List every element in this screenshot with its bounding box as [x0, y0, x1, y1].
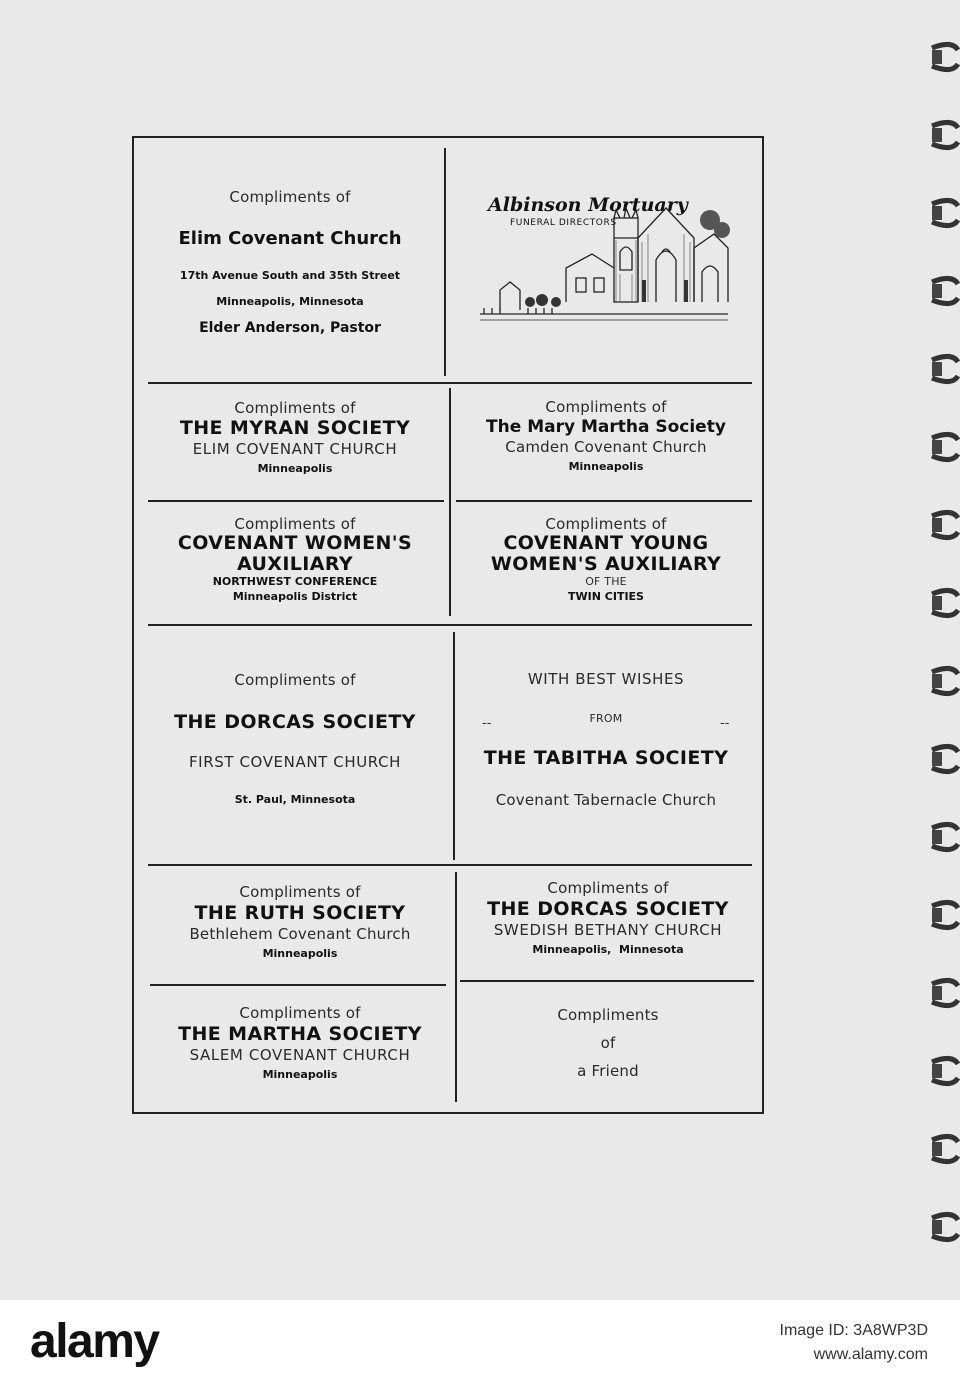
church-name: Covenant Tabernacle Church — [495, 791, 717, 809]
society-name: THE TABITHA SOCIETY — [483, 747, 729, 769]
friend-line: a Friend — [577, 1062, 639, 1080]
mortuary-name: Albinson Mortuary — [488, 194, 688, 216]
city: Minneapolis, Minnesota — [532, 943, 684, 956]
ad-martha-society — [150, 1004, 450, 1081]
image-id: Image ID: 3A8WP3D — [779, 1322, 928, 1339]
spiral-ring-icon — [928, 118, 960, 152]
city: Minneapolis — [262, 947, 338, 960]
city: Minneapolis, Minnesota — [216, 295, 364, 308]
pastor: Elder Anderson, Pastor — [199, 320, 381, 336]
auxiliary-name-line1: COVENANT YOUNG — [503, 532, 709, 554]
dash-left: -- — [482, 716, 492, 731]
spiral-ring-icon — [928, 274, 960, 308]
spiral-ring-icon — [928, 1132, 960, 1166]
city: Minneapolis — [568, 460, 644, 473]
of-the: OF THE — [585, 575, 627, 588]
church-illustration-icon — [466, 190, 732, 330]
church-name: Camden Covenant Church — [505, 438, 707, 456]
divider — [148, 624, 752, 626]
compliments-line: Compliments of — [234, 399, 356, 417]
spiral-ring-icon — [928, 898, 960, 932]
stock-footer — [0, 1300, 960, 1390]
compliments-line: Compliments of — [239, 1004, 361, 1022]
compliments-line: Compliments of — [547, 879, 669, 897]
alamy-logo: alamy — [30, 1315, 159, 1368]
auxiliary-name-line2: WOMEN'S AUXILIARY — [490, 553, 722, 575]
church-name: Bethlehem Covenant Church — [189, 925, 411, 943]
ad-ruth-society — [150, 883, 450, 960]
auxiliary-name-line1: COVENANT WOMEN'S — [177, 532, 413, 554]
compliments-line: Compliments of — [234, 515, 356, 533]
society-name: THE DORCAS SOCIETY — [487, 898, 729, 920]
best-wishes: WITH BEST WISHES — [527, 670, 685, 688]
ad-elim-covenant-church — [150, 188, 430, 336]
twin-cities: TWIN CITIES — [568, 590, 644, 603]
church-name: ELIM COVENANT CHURCH — [192, 440, 398, 458]
compliments-line: Compliments of — [545, 398, 667, 416]
spiral-ring-icon — [928, 976, 960, 1010]
of-line: of — [600, 1034, 616, 1052]
divider — [148, 500, 444, 502]
address: 17th Avenue South and 35th Street — [179, 269, 401, 282]
divider — [460, 980, 754, 982]
ad-dorcas-society-first-covenant — [150, 671, 440, 806]
divider — [455, 872, 457, 1102]
divider — [148, 864, 752, 866]
ad-tabitha-society — [460, 670, 752, 809]
spiral-ring-icon — [928, 664, 960, 698]
church-name: SWEDISH BETHANY CHURCH — [493, 921, 723, 939]
spiral-ring-icon — [928, 40, 960, 74]
city: Minneapolis — [262, 1068, 338, 1081]
society-name: THE MARTHA SOCIETY — [178, 1023, 422, 1045]
society-name: The Mary Martha Society — [486, 417, 726, 437]
church-name: SALEM COVENANT CHURCH — [189, 1046, 411, 1064]
divider — [453, 632, 455, 860]
church-name: FIRST COVENANT CHURCH — [188, 753, 402, 771]
divider — [150, 984, 446, 986]
spiral-ring-icon — [928, 820, 960, 854]
ad-dorcas-society-swedish-bethany — [460, 879, 756, 956]
spiral-ring-icon — [928, 196, 960, 230]
city: St. Paul, Minnesota — [234, 793, 356, 806]
ad-covenant-womens-auxiliary — [150, 515, 440, 603]
society-name: THE RUTH SOCIETY — [194, 902, 406, 924]
spiral-ring-icon — [928, 1210, 960, 1244]
city: Minneapolis — [257, 462, 333, 475]
ad-covenant-young-womens-auxiliary — [460, 515, 752, 603]
divider — [148, 382, 752, 384]
spiral-ring-icon — [928, 430, 960, 464]
spiral-ring-icon — [928, 352, 960, 386]
compliments-line: Compliments — [557, 1006, 659, 1024]
divider — [449, 388, 451, 616]
spiral-ring-icon — [928, 1054, 960, 1088]
auxiliary-name-line2: AUXILIARY — [236, 553, 354, 575]
spiral-ring-icon — [928, 742, 960, 776]
dash-right: -- — [720, 716, 730, 731]
ad-compliments-of-a-friend — [460, 1006, 756, 1080]
spiral-ring-icon — [928, 586, 960, 620]
society-name: THE MYRAN SOCIETY — [179, 417, 411, 439]
spiral-ring-icon — [928, 508, 960, 542]
divider — [456, 500, 752, 502]
society-name: THE DORCAS SOCIETY — [174, 711, 416, 733]
divider — [444, 148, 446, 376]
compliments-line: Compliments of — [234, 671, 356, 689]
ad-myran-society — [150, 399, 440, 475]
compliments-line: Compliments of — [545, 515, 667, 533]
district: Minneapolis District — [232, 590, 358, 603]
site-url: www.alamy.com — [813, 1346, 928, 1363]
church-name: Elim Covenant Church — [178, 228, 402, 249]
ad-mary-martha-society — [460, 398, 752, 473]
ad-albinson-mortuary — [466, 190, 732, 330]
from: FROM — [589, 712, 623, 725]
compliments-line: Compliments of — [229, 188, 351, 206]
compliments-line: Compliments of — [239, 883, 361, 901]
conference: NORTHWEST CONFERENCE — [212, 575, 378, 588]
mortuary-subtitle: FUNERAL DIRECTORS — [510, 218, 617, 228]
